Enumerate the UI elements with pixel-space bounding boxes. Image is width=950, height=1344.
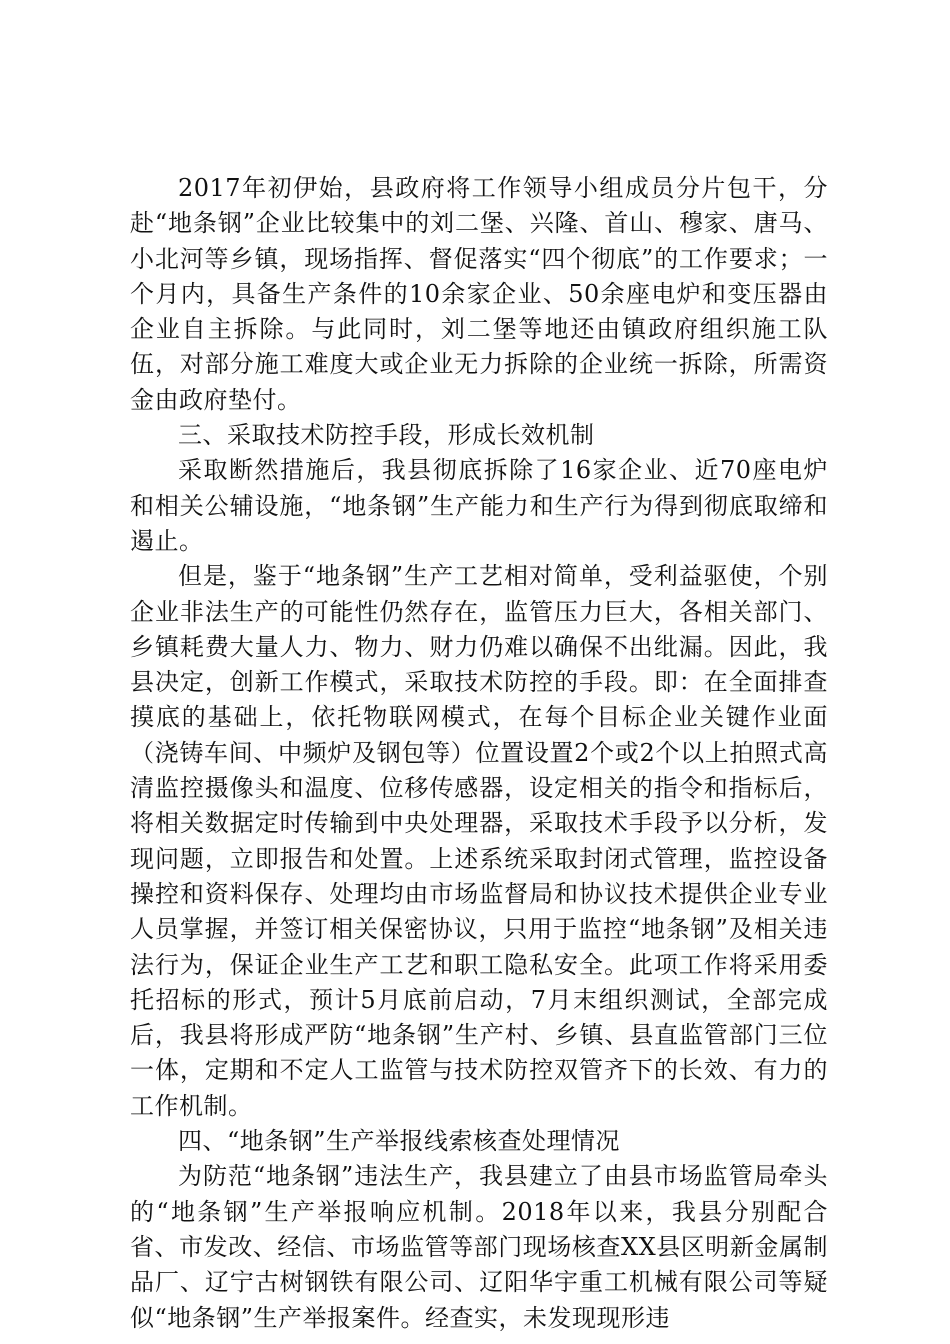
paragraph-report-handling: 为防范“地条钢”违法生产，我县建立了由县市场监管局牵头的“地条钢”生产举报响应机制。2018年以来，我县分别配合省、市发改、经信、市场监管等部门现场核查XX县区明新金属制品厂、辽宁古树钢铁有限公司、辽阳华宇重工机械有限公司等疑似“地条钢”生产举报案件。经查实，未发现现形违 bbox=[130, 1162, 828, 1332]
paragraph-demolition-result: 采取断然措施后，我县彻底拆除了16家企业、近70座电炉和相关公辅设施，“地条钢”生产能力和生产行为得到彻底取缔和遏止。 bbox=[130, 456, 828, 555]
paragraph-intro: 2017年初伊始，县政府将工作领导小组成员分片包干，分赴“地条钢”企业比较集中的刘二堡、兴隆、首山、穆家、唐马、小北河等乡镇，现场指挥、督促落实“四个彻底”的工作要求；一个月内，具备生产条件的10余家企业、50余座电炉和变压器由企业自主拆除。与此同时，刘二堡等地还由镇政府组织施工队伍，对部分施工难度大或企业无力拆除的企业统一拆除，所需资金由政府垫付。 bbox=[130, 174, 828, 414]
section-heading-4: 四、“地条钢”生产举报线索核查处理情况 bbox=[178, 1127, 621, 1156]
paragraph-technical-control: 但是，鉴于“地条钢”生产工艺相对简单，受利益驱使，个别企业非法生产的可能性仍然存在，监管压力巨大，各相关部门、乡镇耗费大量人力、物力、财力仍难以确保不出纰漏。因此，我县决定，创新工作模式，采取技术防控的手段。即：在全面排查摸底的基础上，依托物联网模式，在每个目标企业关键作业面（浇铸车间、中频炉及钢包等）位置设置2个或2个以上拍照式高清监控摄像头和温度、位移传感器，设定相关的指令和指标后，将相关数据定时传输到中央处理器，采取技术手段予以分析，发现问题，立即报告和处置。上述系统采取封闭式管理，监控设备操控和资料保存、处理均由市场监督局和协议技术提供企业专业人员掌握，并签订相关保密协议，只用于监控“地条钢”及相关违法行为，保证企业生产工艺和职工隐私安全。此项工作将采用委托招标的形式，预计5月底前启动，7月末组织测试，全部完成后，我县将形成严防“地条钢”生产村、乡镇、县直监管部门三位一体，定期和不定人工监管与技术防控双管齐下的长效、有力的工作机制。 bbox=[130, 562, 828, 1120]
document-body bbox=[130, 171, 828, 1336]
section-heading-3: 三、采取技术防控手段，形成长效机制 bbox=[178, 421, 595, 450]
